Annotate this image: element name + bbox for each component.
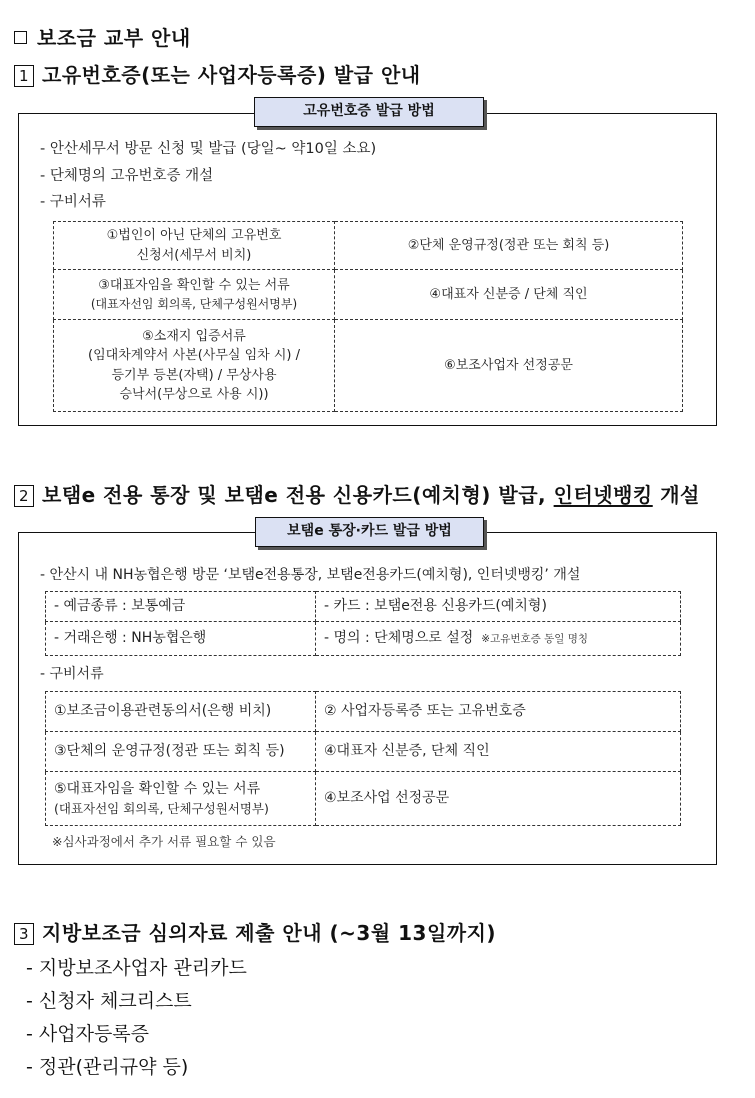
table-row [46, 592, 681, 622]
section1-doc-2: ②단체 운영규정(정관 또는 회칙 등) [335, 222, 683, 270]
section2-title-suffix: 개설 [652, 483, 700, 507]
page-heading [14, 22, 191, 51]
section1-docs-table [53, 221, 683, 412]
section3-item-2: - 신청자 체크리스트 [26, 990, 192, 1012]
section3-item-3: - 사업자등록증 [26, 1023, 150, 1045]
section2-doc-6: ④보조사업 선정공문 [316, 772, 681, 826]
section2-info-4: - 명의 : 단체명으로 설정 ※고유번호증 동일 명칭 [316, 622, 681, 656]
section1-title [14, 59, 421, 88]
section2-doc-5: ⑤대표자임을 확인할 수 있는 서류 (대표자선임 회의록, 단체구성원서명부) [46, 772, 316, 826]
section2-box-title: 보탬e 통장·카드 발급 방법 [255, 517, 484, 547]
section1-box-title: 고유번호증 발급 방법 [254, 97, 484, 127]
section1-doc-1: ①법인이 아닌 단체의 고유번호 신청서(세무서 비치) [54, 222, 335, 270]
section2-intro: - 안산시 내 NH농협은행 방문 ‘보탬e전용통장, 보탬e전용카드(예치형), 인터넷뱅킹’ 개설 [40, 567, 581, 583]
section1-title-text: 고유번호증(또는 사업자등록증) 발급 안내 [42, 63, 421, 87]
section2-note: ※심사과정에서 추가 서류 필요할 수 있음 [52, 834, 276, 849]
section1-line-2: - 단체명의 고유번호증 개설 [40, 168, 214, 184]
section1-doc-3: ③대표자임을 확인할 수 있는 서류 (대표자선임 회의록, 단체구성원서명부) [54, 270, 335, 320]
section2-info-3: - 거래은행 : NH농협은행 [46, 622, 316, 656]
section2-doc-2: ② 사업자등록증 또는 고유번호증 [316, 692, 681, 732]
section3-item-4: - 정관(관리규약 등) [26, 1056, 189, 1078]
table-row [46, 622, 681, 656]
section2-info-1: - 예금종류 : 보통예금 [46, 592, 316, 622]
table-row [54, 320, 683, 412]
section1-line-1: - 안산세무서 방문 신청 및 발급 (당일~ 약10일 소요) [40, 141, 377, 157]
section2-info-note: ※고유번호증 동일 명칭 [481, 633, 589, 645]
section2-info-2: - 카드 : 보탬e전용 신용카드(예치형) [316, 592, 681, 622]
table-row [46, 772, 681, 826]
section2-docs-label: - 구비서류 [40, 666, 104, 682]
section3-number: 3 [14, 923, 34, 945]
section2-docs-table [45, 691, 681, 826]
section2-title [14, 479, 700, 508]
section3-title-text: 지방보조금 심의자료 제출 안내 (~3월 13일까지) [42, 921, 497, 945]
square-bullet-icon [14, 31, 27, 44]
section2-info-table [45, 591, 681, 656]
section2-title-text: 보탬e 전용 통장 및 보탬e 전용 신용카드(예치형) 발급, [42, 483, 554, 507]
table-row [54, 222, 683, 270]
section1-number: 1 [14, 65, 34, 87]
table-row [54, 270, 683, 320]
section1-doc-4: ④대표자 신분증 / 단체 직인 [335, 270, 683, 320]
table-row [46, 692, 681, 732]
section2-doc-1: ①보조금이용관련동의서(은행 비치) [46, 692, 316, 732]
section2-doc-3: ③단체의 운영규정(정관 또는 회칙 등) [46, 732, 316, 772]
section1-line-3: - 구비서류 [40, 194, 106, 210]
section1-doc-6: ⑥보조사업자 선정공문 [335, 320, 683, 412]
section3-item-1: - 지방보조사업자 관리카드 [26, 957, 247, 979]
section2-title-underlined: 인터넷뱅킹 [553, 483, 653, 507]
section2-doc-4: ④대표자 신분증, 단체 직인 [316, 732, 681, 772]
section2-number: 2 [14, 485, 34, 507]
section1-doc-5: ⑤소재지 입증서류 (임대차계약서 사본(사무실 임차 시) / 등기부 등본(자택) / 무상사용 승낙서(무상으로 사용 시)) [54, 320, 335, 412]
table-row [46, 732, 681, 772]
page-title: 보조금 교부 안내 [37, 26, 191, 50]
section3-title [14, 917, 496, 946]
